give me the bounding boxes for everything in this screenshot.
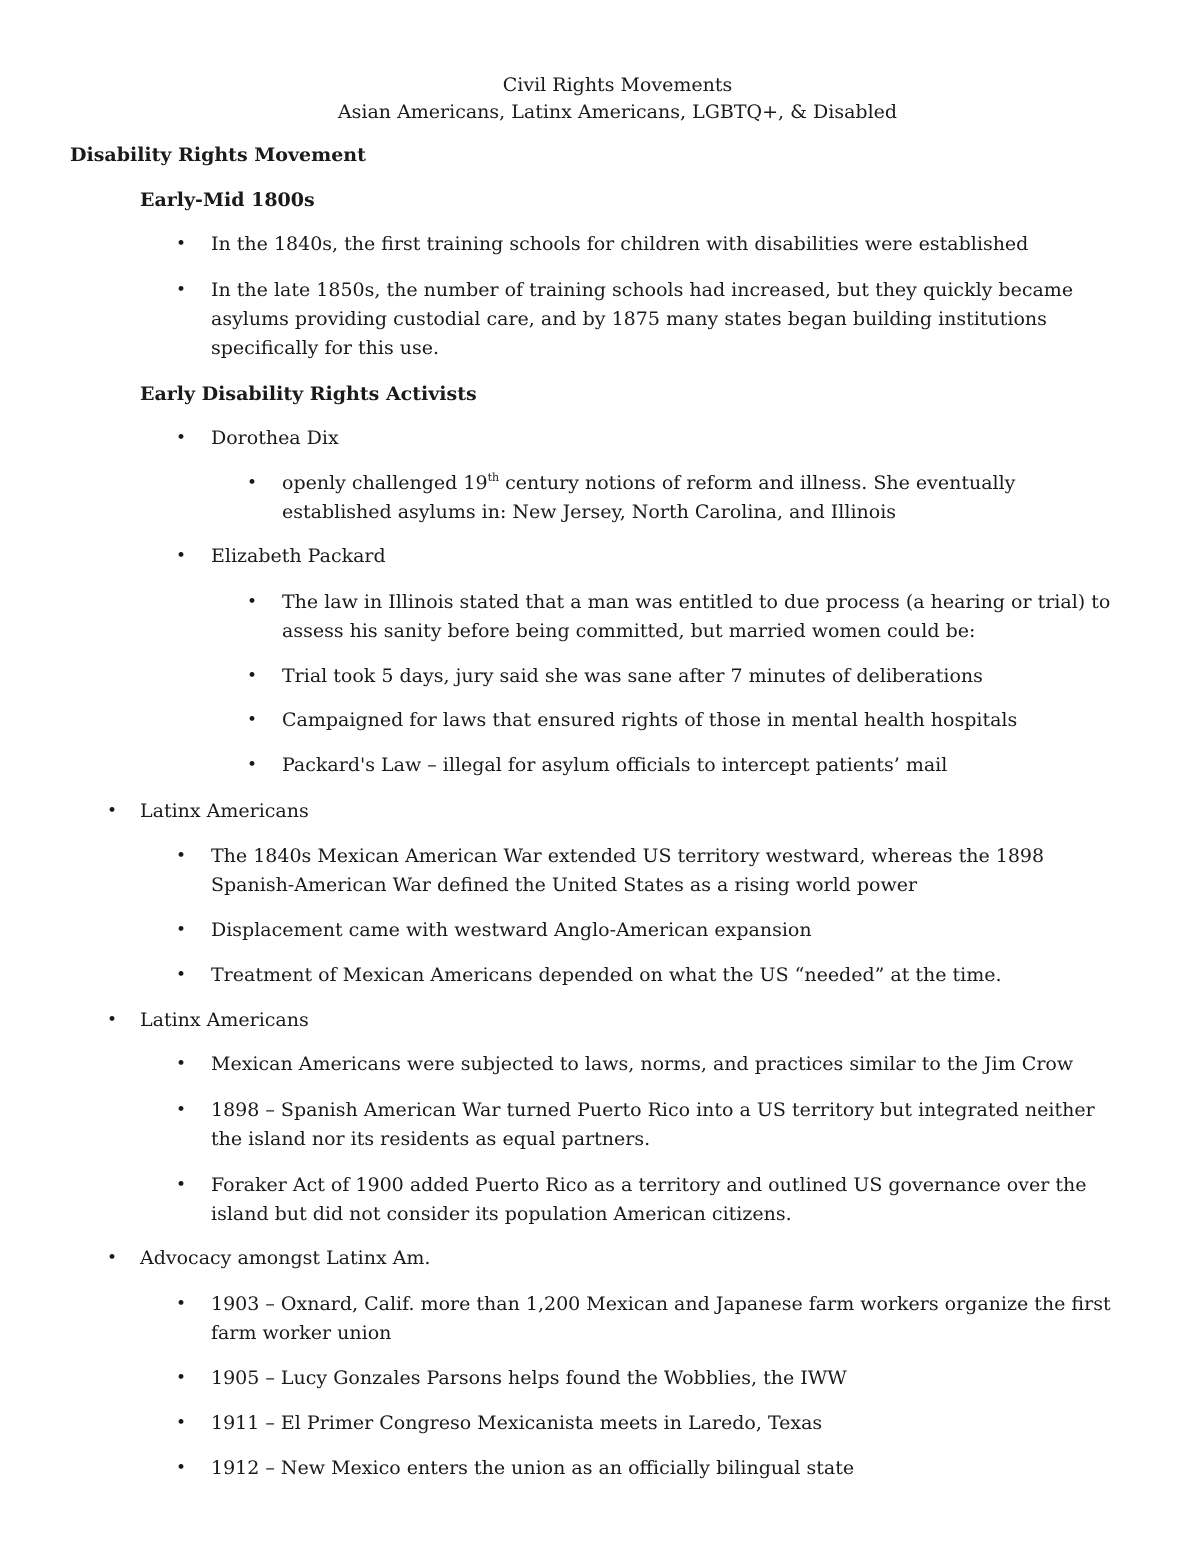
bullet-glyph: • — [107, 1010, 118, 1030]
list-item-latinx-americans: Latinx Americans — [140, 800, 309, 822]
bullet-glyph: • — [176, 1294, 187, 1314]
list-item: The law in Illinois stated that a man was entitled to due process (a hearing or trial) to assess his sanity before being committed, but married women could be: — [282, 591, 1111, 642]
list-item-latinx-americans: Latinx Americans — [140, 1009, 309, 1031]
bullet-glyph: • — [176, 1413, 187, 1433]
list-item: Trial took 5 days, jury said she was sane after 7 minutes of deliberations — [282, 665, 983, 687]
subheading-activists: Early Disability Rights Activists — [140, 383, 477, 405]
bullet-glyph: • — [247, 473, 258, 493]
list-item-elizabeth-packard: Elizabeth Packard — [211, 545, 386, 567]
bullet-glyph: • — [176, 234, 187, 254]
list-item: Campaigned for laws that ensured rights of those in mental health hospitals — [282, 709, 1018, 731]
bullet-glyph: • — [176, 920, 187, 940]
dix-detail-post: century notions of reform and illness. She eventually established asylums in: New Jersey, North Carolina, and Illinois — [282, 472, 1016, 523]
list-item: Displacement came with westward Anglo-American expansion — [211, 919, 812, 941]
list-item-advocacy: Advocacy amongst Latinx Am. — [140, 1247, 431, 1269]
list-item: Treatment of Mexican Americans depended on what the US “needed” at the time. — [211, 964, 1002, 986]
bullet-glyph: • — [247, 755, 258, 775]
bullet-glyph: • — [176, 846, 187, 866]
bullet-glyph: • — [247, 710, 258, 730]
dix-detail-superscript: th — [487, 471, 500, 484]
list-item: 1905 – Lucy Gonzales Parsons helps found the Wobblies, the IWW — [211, 1367, 847, 1389]
title-line-1: Civil Rights Movements — [502, 74, 733, 96]
bullet-glyph: • — [176, 1100, 187, 1120]
subheading-early-mid-1800s: Early-Mid 1800s — [140, 189, 315, 211]
list-item: Foraker Act of 1900 added Puerto Rico as a territory and outlined US governance over the island but did not consider its population American citizens. — [211, 1174, 1087, 1225]
bullet-glyph: • — [176, 1458, 187, 1478]
list-item-dix-detail — [282, 469, 1122, 527]
bullet-glyph: • — [176, 965, 187, 985]
list-item: 1912 – New Mexico enters the union as an officially bilingual state — [211, 1457, 855, 1479]
list-item-dorothea-dix: Dorothea Dix — [211, 427, 339, 449]
bullet-glyph: • — [107, 801, 118, 821]
bullet-glyph: • — [176, 1368, 187, 1388]
list-item: In the 1840s, the first training schools for children with disabilities were established — [211, 233, 1029, 255]
list-item: In the late 1850s, the number of training schools had increased, but they quickly became asylums providing custodial care, and by 1875 many states began building institutions specifically for this use. — [211, 279, 1074, 359]
title-line-2: Asian Americans, Latinx Americans, LGBTQ+, & Disabled — [337, 101, 898, 123]
bullet-glyph: • — [176, 546, 187, 566]
list-item: The 1840s Mexican American War extended US territory westward, whereas the 1898 Spanish-American War defined the United States as a rising world power — [211, 845, 1045, 896]
list-item: 1903 – Oxnard, Calif. more than 1,200 Mexican and Japanese farm workers organize the first farm worker union — [211, 1293, 1111, 1344]
dix-detail-pre: openly challenged 19 — [282, 472, 488, 494]
bullet-glyph: • — [247, 666, 258, 686]
list-item: Mexican Americans were subjected to laws, norms, and practices similar to the Jim Crow — [211, 1053, 1074, 1075]
list-item: Packard's Law – illegal for asylum officials to intercept patients’ mail — [282, 754, 948, 776]
bullet-glyph: • — [176, 428, 187, 448]
list-item: 1898 – Spanish American War turned Puerto Rico into a US territory but integrated neither the island nor its residents as equal partners. — [211, 1099, 1095, 1150]
list-item: 1911 – El Primer Congreso Mexicanista meets in Laredo, Texas — [211, 1412, 823, 1434]
bullet-glyph: • — [176, 1054, 187, 1074]
bullet-glyph: • — [176, 280, 187, 300]
bullet-glyph: • — [107, 1248, 118, 1268]
document-title — [0, 72, 1200, 126]
bullet-glyph: • — [176, 1175, 187, 1195]
section-heading-disability: Disability Rights Movement — [70, 144, 366, 166]
bullet-glyph: • — [247, 592, 258, 612]
